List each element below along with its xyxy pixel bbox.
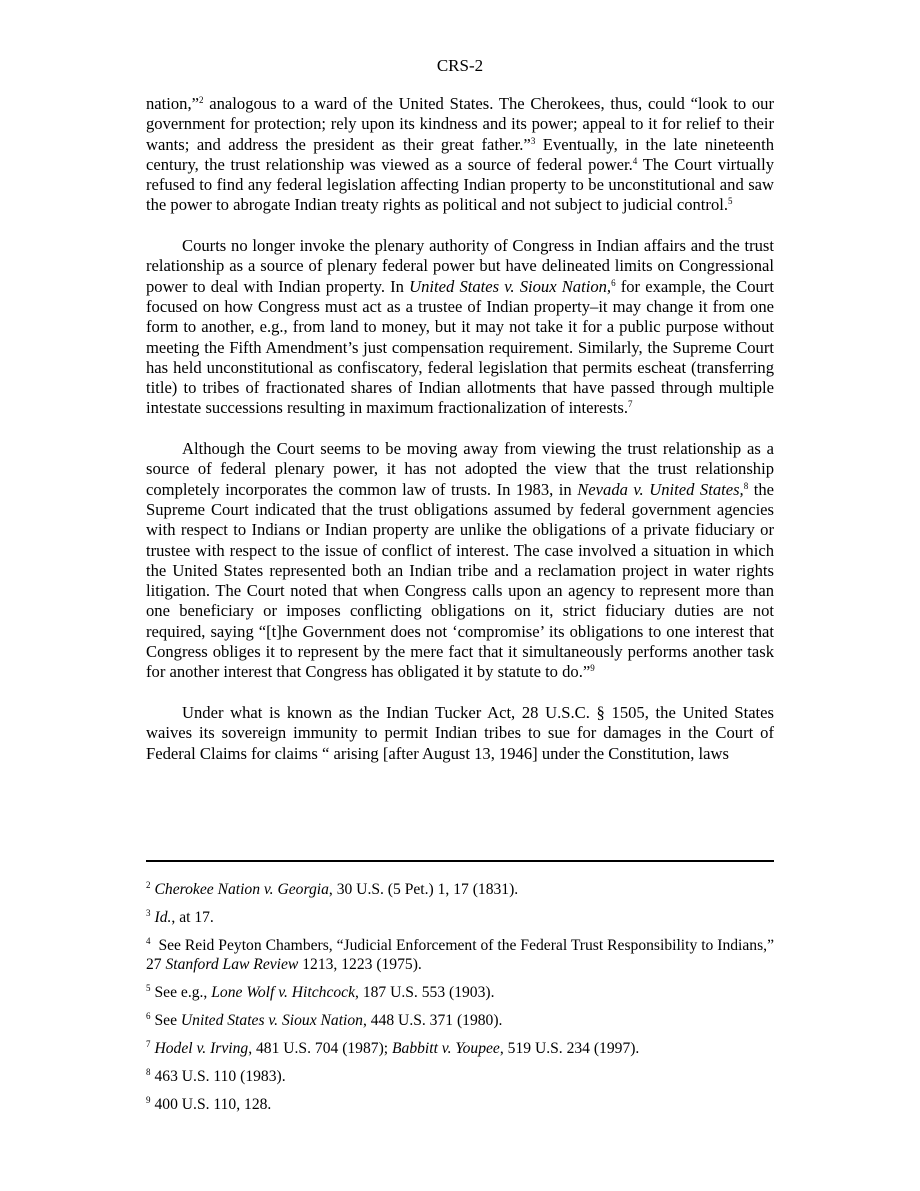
paragraph-4: Under what is known as the Indian Tucker Act, 28 U.S.C. § 1505, the United States waives its sovereign immunity to permit Indian tribes to sue for damages in the Court of Federal Claims for claims “ arising [after August 13, 1946] under the Constitution, laws	[146, 702, 774, 763]
footnote-ref-4[interactable]: 4	[632, 155, 638, 166]
footnote-9: $^9$ 400 U.S. 110, 128.	[146, 1095, 272, 1113]
page-header: CRS-2	[436, 56, 484, 75]
paragraph-1: nation,”$^2$ analogous to a ward of the United States. The Cherokees, thus, could “look to our government for protection; rely upon its kindness and its power; appeal to it for relief to their wants; and address the president as their great father.”$^3$ Eventually, in the late nineteenth century, the trust relationship was viewed as a source of federal power.$^4$ The Court virtually refused to find any federal legislation affecting Indian property to be unconstitutional and saw the power to abrogate Indian treaty rights as political and not subject to judicial control.$^5$	[146, 94, 774, 215]
footnote-7: $^7$ Hodel v. Irving, 481 U.S. 704 (1987); Babbitt v. Youpee, 519 U.S. 234 (1997).	[146, 1039, 640, 1057]
footnote-ref-7[interactable]: 7	[628, 399, 633, 410]
footnote-divider	[146, 860, 774, 862]
footnote-8: $^8$ 463 U.S. 110 (1983).	[146, 1067, 286, 1085]
footnote-ref-8[interactable]: 8	[743, 480, 749, 491]
paragraph-2: Courts no longer invoke the plenary authority of Congress in Indian affairs and the trust relationship as a source of plenary federal power but have delineated limits on Congressional power to deal with Indian property. In United States v. Sioux Nation,$^6$ for example, the Court focused on how Congress must act as a trustee of Indian property–it may change it from one form to another, e.g., from land to money, but it may not take it for a public purpose without meeting the Fifth Amendment’s just compensation requirement. Similarly, the Supreme Court has held unconstitutional as confiscatory, federal legislation that permits escheat (transferring title) to tribes of fractionated shares of Indian allotments that have passed through multiple intestate successions resulting in maximum fractionalization of interests.$^7$	[146, 236, 774, 418]
paragraph-3: Although the Court seems to be moving away from viewing the trust relationship as a source of federal plenary power, it has not adopted the view that the trust relationship completely incorporates the common law of trusts. In 1983, in Nevada v. United States,$^8$ the Supreme Court indicated that the trust obligations assumed by federal government agencies with respect to Indians or Indian property are unlike the obligations of a private fiduciary or trustee with respect to the issue of conflict of interest. The case involved a situation in which the United States represented both an Indian tribe and a reclamation project in water rights litigation. The Court noted that when Congress calls upon an agency to represent more than one beneficiary or imposes conflicting obligations on it, strict fiduciary duties are not required, saying “[t]he Government does not ‘compromise’ its obligations to one interest that Congress obliges it to represent by the mere fact that it simultaneously performs another task for another interest that Congress has obligated it by statute to do.”$^9$	[146, 439, 774, 682]
footnote-ref-3[interactable]: 3	[530, 135, 536, 146]
footnote-3: $^3$ Id., at 17.	[146, 908, 214, 926]
footnote-2: $^2$ Cherokee Nation v. Georgia, 30 U.S. (5 Pet.) 1, 17 (1831).	[146, 880, 519, 898]
footnote-ref-9[interactable]: 9	[590, 663, 595, 674]
footnotes	[146, 880, 774, 1114]
footnote-ref-5[interactable]: 5	[728, 196, 733, 207]
footnote-ref-2[interactable]: 2	[199, 95, 204, 105]
body-text	[146, 94, 774, 784]
footnote-6: $^6$ See United States v. Sioux Nation, 448 U.S. 371 (1980).	[146, 1011, 503, 1029]
footnote-5: $^5$ See e.g., Lone Wolf v. Hitchcock, 187 U.S. 553 (1903).	[146, 983, 495, 1001]
footnote-ref-6[interactable]: 6	[611, 277, 616, 288]
footnote-4: $^4$ See Reid Peyton Chambers, “Judicial Enforcement of the Federal Trust Responsibility to Indians,” 27 Stanford Law Review 1213, 1223 (1975).	[146, 936, 774, 973]
case-citation: Nevada v. United States,	[577, 479, 744, 499]
case-citation: United States v. Sioux Nation,	[409, 276, 612, 296]
